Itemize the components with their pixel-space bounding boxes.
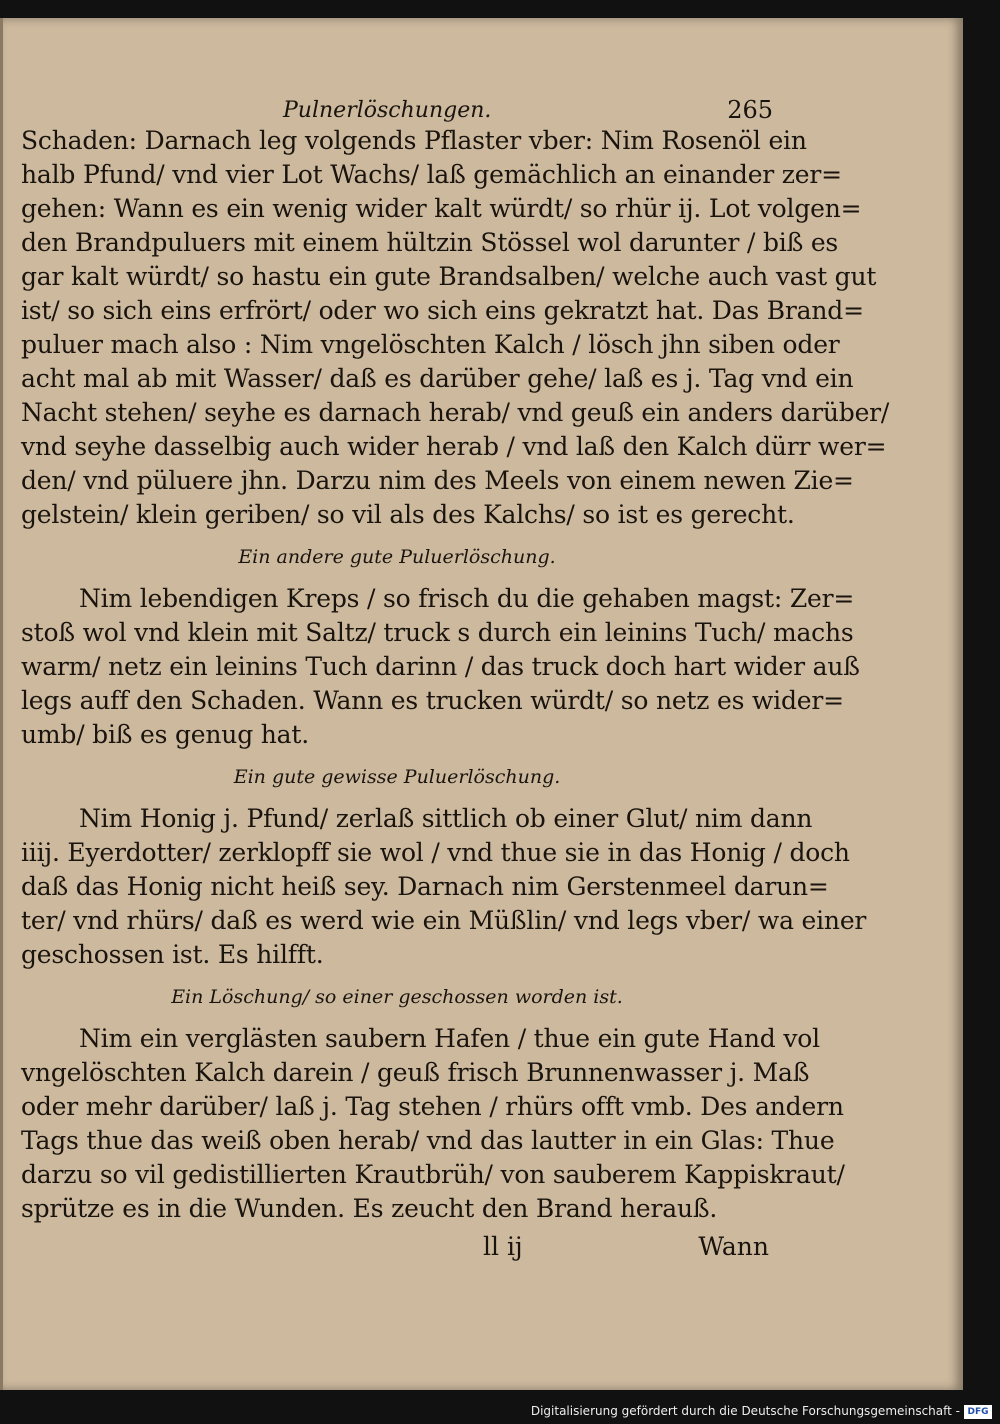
text-line: Tags thue das weiß oben herab/ vnd das lautter in ein Glas: Thue <box>21 1126 835 1155</box>
text-line: puluer mach also : Nim vngelöschten Kalch / lösch jhn siben oder <box>21 330 840 359</box>
text-line: geschossen ist. Es hilfft. <box>21 940 324 969</box>
page-number: 265 <box>727 96 773 124</box>
text-block <box>21 78 890 1268</box>
text-line: gelstein/ klein gerіben/ so vil als des Kalchs/ so ist es gerecht. <box>21 500 795 529</box>
section-2 <box>21 540 860 752</box>
text-line: warm/ netz ein leinins Tuch darinn / das truck doch hart wider auß <box>21 652 860 681</box>
text-line: ter/ vnd rhürs/ daß es werd wie ein Müßlin/ vnd legs vber/ wa einer <box>21 906 867 935</box>
text-line: stoß wol vnd klein mit Saltz/ truck s durch ein leinins Tuch/ machs <box>21 618 854 647</box>
text-line: Schaden: Darnach leg volgends Pflaster vber: Nim Rosenöl ein <box>21 126 807 155</box>
running-head <box>21 78 773 124</box>
page-footer-marks <box>21 1232 773 1268</box>
footer-credit: Digitalisierung gefördert durch die Deutsche Forschungsgemeinschaft - <box>530 1404 960 1418</box>
text-line: gehen: Wann es ein wenig wider kalt würdt/ so rhür ij. Lot volgen= <box>21 194 862 223</box>
section-heading: Ein andere gute Puluerlöschung. <box>238 546 556 568</box>
text-line: sprütze es in die Wunden. Es zeucht den Brand herauß. <box>21 1194 718 1223</box>
text-line: legs auff den Schaden. Wann es trucken würdt/ so netz es wider= <box>21 686 844 715</box>
text-line: oder mehr darüber/ laß j. Tag stehen / rhürs offt vmb. Des andern <box>21 1092 844 1121</box>
text-line: darzu so vil gedistillierten Krautbrüh/ von sauberem Kappiskraut/ <box>21 1160 845 1189</box>
text-line: gar kalt würdt/ so hastu ein gute Brandsalben/ welche auch vast gut <box>21 262 877 291</box>
text-line: ist/ so sich eins erfrört/ oder wo sich eins gekratzt hat. Das Brand= <box>21 296 864 325</box>
section-heading: Ein gute gewisse Puluerlöschung. <box>233 766 561 788</box>
text-line: iiij. Eyerdotter/ zerklopff sie wol / vnd thue sie in das Honig / doch <box>21 838 850 867</box>
section-3 <box>21 760 867 972</box>
text-line: daß das Honig nicht heiß sey. Darnach nim Gerstenmeel darun= <box>21 872 829 901</box>
text-line: vngelöschten Kalch darein / geuß frisch Brunnenwasser j. Maß <box>21 1058 810 1087</box>
text-line: vnd seyhe dasselbig auch wider herab / vnd laß den Kalch dürr wer= <box>21 432 887 461</box>
footer-bar <box>0 1390 1000 1424</box>
text-line: halb Pfund/ vnd vier Lot Wachs/ laß gemächlich an einander zer= <box>21 160 842 189</box>
text-line: den/ vnd püluere jhn. Darzu nim des Meels von einem newen Zie= <box>21 466 854 495</box>
text-line: umb/ biß es genug hat. <box>21 720 309 749</box>
text-line: Nacht stehen/ seyhe es darnach herab/ vnd geuß ein anders darüber/ <box>21 398 890 427</box>
text-line: Nim Honig j. Pfund/ zerlaß sittlich ob einer Glut/ nim dann <box>79 804 813 833</box>
section-4 <box>21 980 845 1226</box>
text-line: Nim lebendigen Kreps / so frisch du die gehaben magst: Zer= <box>79 584 855 613</box>
running-title: Pulnerlöschungen. <box>283 98 492 123</box>
catchword: Wann <box>698 1232 769 1261</box>
section-1 <box>21 124 890 532</box>
text-line: acht mal ab mit Wasser/ daß es darüber gehe/ laß es j. Tag vnd ein <box>21 364 854 393</box>
book-page <box>0 18 963 1390</box>
signature-mark: ll ij <box>483 1232 523 1261</box>
text-line: Nim ein verglästen saubern Hafen / thue ein gute Hand vol <box>79 1024 820 1053</box>
text-line: den Brandpuluers mit einem hültzin Stössel wol darunter / biß es <box>21 228 839 257</box>
section-heading: Ein Löschung/ so einer geschossen worden ist. <box>171 986 623 1008</box>
dfg-logo-icon: DFG <box>964 1405 992 1419</box>
